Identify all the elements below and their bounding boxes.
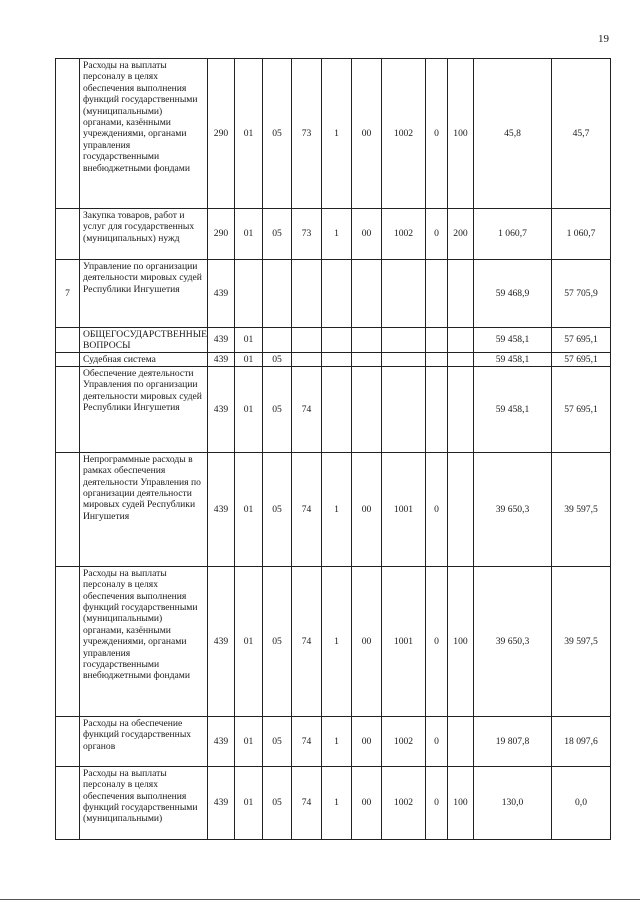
target-article-cell-1: 74 xyxy=(292,452,322,566)
target-article-cell-5: 0 xyxy=(426,566,448,716)
subsection-code-cell: 05 xyxy=(263,566,292,716)
section-code-cell: 01 xyxy=(235,716,263,766)
target-article-cell-5: 0 xyxy=(426,209,448,260)
target-article-cell-2: 1 xyxy=(322,59,352,209)
admin-code-cell: 439 xyxy=(208,260,235,328)
table-row xyxy=(56,566,611,716)
table-row xyxy=(56,328,611,353)
table-row xyxy=(56,352,611,366)
target-article-cell-3 xyxy=(352,366,382,452)
target-article-cell-2: 1 xyxy=(322,766,352,839)
target-article-cell-4: 1001 xyxy=(382,452,426,566)
row-number-cell xyxy=(56,352,80,366)
expense-type-cell xyxy=(448,328,474,353)
target-article-cell-5: 0 xyxy=(426,452,448,566)
subsection-code-cell: 05 xyxy=(263,766,292,839)
target-article-cell-1 xyxy=(292,328,322,353)
expense-type-cell: 100 xyxy=(448,766,474,839)
target-article-cell-3: 00 xyxy=(352,566,382,716)
row-number-cell xyxy=(56,716,80,766)
subsection-code-cell: 05 xyxy=(263,59,292,209)
section-code-cell: 01 xyxy=(235,566,263,716)
subsection-code-cell: 05 xyxy=(263,366,292,452)
expense-type-cell xyxy=(448,366,474,452)
page-number: 19 xyxy=(598,33,609,45)
target-article-cell-4 xyxy=(382,260,426,328)
row-name-cell: Управление по организации деятельности мировых судей Республики Ингушетия xyxy=(80,260,208,328)
target-article-cell-1 xyxy=(292,352,322,366)
admin-code-cell: 439 xyxy=(208,352,235,366)
row-number-cell xyxy=(56,59,80,209)
amount-planned-cell: 39 650,3 xyxy=(474,452,552,566)
amount-planned-cell: 59 458,1 xyxy=(474,352,552,366)
target-article-cell-5 xyxy=(426,366,448,452)
target-article-cell-3: 00 xyxy=(352,59,382,209)
target-article-cell-1: 73 xyxy=(292,209,322,260)
expense-type-cell xyxy=(448,352,474,366)
row-name-cell: Расходы на выплаты персоналу в целях обеспечения выполнения функций государственными (муниципальными) xyxy=(80,766,208,839)
expense-type-cell: 100 xyxy=(448,566,474,716)
target-article-cell-1: 73 xyxy=(292,59,322,209)
amount-planned-cell: 45,8 xyxy=(474,59,552,209)
target-article-cell-1 xyxy=(292,260,322,328)
admin-code-cell: 439 xyxy=(208,766,235,839)
target-article-cell-3 xyxy=(352,260,382,328)
amount-executed-cell: 39 597,5 xyxy=(552,566,611,716)
expense-type-cell xyxy=(448,452,474,566)
section-code-cell: 01 xyxy=(235,766,263,839)
row-number-cell xyxy=(56,209,80,260)
amount-executed-cell: 18 097,6 xyxy=(552,716,611,766)
section-code-cell: 01 xyxy=(235,328,263,353)
row-name-cell: Расходы на выплаты персоналу в целях обеспечения выполнения функций государственными (муниципальными) органами, казёнными учреждениями, органами управления государственными внебюджетными фондами xyxy=(80,59,208,209)
amount-planned-cell: 130,0 xyxy=(474,766,552,839)
section-code-cell xyxy=(235,260,263,328)
row-name-cell: Закупка товаров, работ и услуг для государственных (муниципальных) нужд xyxy=(80,209,208,260)
budget-table xyxy=(55,58,611,840)
expense-type-cell: 100 xyxy=(448,59,474,209)
target-article-cell-3: 00 xyxy=(352,452,382,566)
target-article-cell-2: 1 xyxy=(322,209,352,260)
row-number-cell xyxy=(56,366,80,452)
target-article-cell-4 xyxy=(382,366,426,452)
amount-planned-cell: 19 807,8 xyxy=(474,716,552,766)
target-article-cell-1: 74 xyxy=(292,566,322,716)
section-code-cell: 01 xyxy=(235,366,263,452)
amount-executed-cell: 0,0 xyxy=(552,766,611,839)
target-article-cell-3: 00 xyxy=(352,766,382,839)
target-article-cell-5 xyxy=(426,260,448,328)
target-article-cell-2 xyxy=(322,328,352,353)
admin-code-cell: 439 xyxy=(208,452,235,566)
target-article-cell-5: 0 xyxy=(426,766,448,839)
target-article-cell-1: 74 xyxy=(292,766,322,839)
section-code-cell: 01 xyxy=(235,209,263,260)
target-article-cell-2: 1 xyxy=(322,566,352,716)
amount-planned-cell: 39 650,3 xyxy=(474,566,552,716)
target-article-cell-2 xyxy=(322,260,352,328)
amount-executed-cell: 57 695,1 xyxy=(552,352,611,366)
target-article-cell-2: 1 xyxy=(322,452,352,566)
admin-code-cell: 439 xyxy=(208,366,235,452)
row-number-cell xyxy=(56,328,80,353)
row-number-cell xyxy=(56,566,80,716)
table-row xyxy=(56,260,611,328)
amount-executed-cell: 57 705,9 xyxy=(552,260,611,328)
target-article-cell-4 xyxy=(382,352,426,366)
target-article-cell-2 xyxy=(322,366,352,452)
table-row xyxy=(56,766,611,839)
target-article-cell-4: 1002 xyxy=(382,766,426,839)
target-article-cell-5: 0 xyxy=(426,59,448,209)
row-number-cell: 7 xyxy=(56,260,80,328)
row-name-cell: Непрограммные расходы в рамках обеспечения деятельности Управления по организации деятельности мировых судей Республики Ингушетия xyxy=(80,452,208,566)
admin-code-cell: 290 xyxy=(208,59,235,209)
row-number-cell xyxy=(56,766,80,839)
section-code-cell: 01 xyxy=(235,59,263,209)
admin-code-cell: 439 xyxy=(208,716,235,766)
section-code-cell: 01 xyxy=(235,352,263,366)
amount-executed-cell: 57 695,1 xyxy=(552,328,611,353)
row-name-cell: Обеспечение деятельности Управления по организации деятельности мировых судей Республики Ингушетия xyxy=(80,366,208,452)
subsection-code-cell: 05 xyxy=(263,352,292,366)
subsection-code-cell xyxy=(263,260,292,328)
target-article-cell-3: 00 xyxy=(352,716,382,766)
table-row xyxy=(56,209,611,260)
expense-type-cell xyxy=(448,716,474,766)
target-article-cell-3 xyxy=(352,352,382,366)
amount-executed-cell: 39 597,5 xyxy=(552,452,611,566)
target-article-cell-5 xyxy=(426,328,448,353)
target-article-cell-4: 1001 xyxy=(382,566,426,716)
amount-planned-cell: 59 468,9 xyxy=(474,260,552,328)
row-name-cell: ОБЩЕГОСУДАРСТВЕННЫЕ ВОПРОСЫ xyxy=(80,328,208,353)
row-number-cell xyxy=(56,452,80,566)
target-article-cell-5: 0 xyxy=(426,716,448,766)
bottom-rule xyxy=(0,899,640,900)
target-article-cell-3: 00 xyxy=(352,209,382,260)
table-body xyxy=(56,59,611,840)
row-name-cell: Судебная система xyxy=(80,352,208,366)
amount-executed-cell: 57 695,1 xyxy=(552,366,611,452)
admin-code-cell: 439 xyxy=(208,566,235,716)
target-article-cell-2: 1 xyxy=(322,716,352,766)
amount-planned-cell: 59 458,1 xyxy=(474,328,552,353)
target-article-cell-4: 1002 xyxy=(382,716,426,766)
subsection-code-cell: 05 xyxy=(263,209,292,260)
amount-planned-cell: 59 458,1 xyxy=(474,366,552,452)
amount-executed-cell: 45,7 xyxy=(552,59,611,209)
admin-code-cell: 439 xyxy=(208,328,235,353)
target-article-cell-2 xyxy=(322,352,352,366)
table-row xyxy=(56,366,611,452)
expense-type-cell xyxy=(448,260,474,328)
target-article-cell-1: 74 xyxy=(292,366,322,452)
section-code-cell: 01 xyxy=(235,452,263,566)
subsection-code-cell: 05 xyxy=(263,452,292,566)
subsection-code-cell xyxy=(263,328,292,353)
table-row xyxy=(56,716,611,766)
row-name-cell: Расходы на обеспечение функций государственных органов xyxy=(80,716,208,766)
target-article-cell-4: 1002 xyxy=(382,209,426,260)
target-article-cell-4: 1002 xyxy=(382,59,426,209)
target-article-cell-4 xyxy=(382,328,426,353)
target-article-cell-5 xyxy=(426,352,448,366)
expense-type-cell: 200 xyxy=(448,209,474,260)
row-name-cell: Расходы на выплаты персоналу в целях обеспечения выполнения функций государственными (муниципальными) органами, казёнными учреждениями, органами управления государственными внебюджетными фондами xyxy=(80,566,208,716)
table-row xyxy=(56,452,611,566)
admin-code-cell: 290 xyxy=(208,209,235,260)
subsection-code-cell: 05 xyxy=(263,716,292,766)
target-article-cell-1: 74 xyxy=(292,716,322,766)
amount-planned-cell: 1 060,7 xyxy=(474,209,552,260)
amount-executed-cell: 1 060,7 xyxy=(552,209,611,260)
table-row xyxy=(56,59,611,209)
target-article-cell-3 xyxy=(352,328,382,353)
